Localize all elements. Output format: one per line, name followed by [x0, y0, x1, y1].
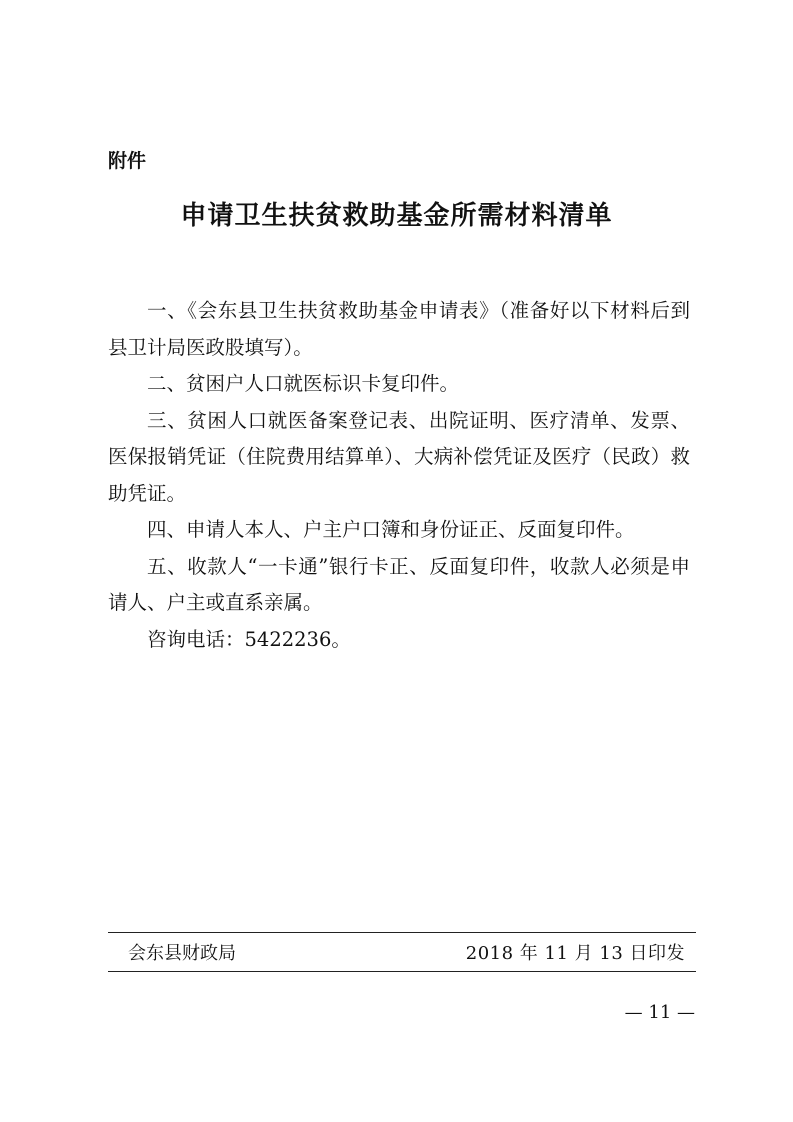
list-item: 四、申请人本人、户主户口簿和身份证正、反面复印件。	[147, 518, 635, 541]
contact-phone: 咨询电话：5422236。	[147, 627, 351, 651]
footer-bottom-rule	[108, 971, 696, 972]
footer-top-rule	[108, 932, 696, 933]
list-item: 五、收款人“一卡通”银行卡正、反面复印件，收款人必须是申请人、户主或直系亲属。	[108, 554, 690, 614]
materials-list	[108, 293, 690, 658]
issue-date: 2018 年 11 月 13 日印发	[465, 943, 685, 964]
list-item: 一、《会东县卫生扶贫救助基金申请表》（准备好以下材料后到县卫计局医政股填写）。	[108, 299, 690, 359]
list-item: 二、贫困户人口就医标识卡复印件。	[147, 372, 460, 395]
document-title: 申请卫生扶贫救助基金所需材料清单	[180, 201, 613, 231]
page-number: — 11 —	[624, 1002, 695, 1023]
attachment-label: 附件	[108, 150, 147, 172]
issuer-name: 会东县财政局	[128, 943, 236, 964]
list-item: 三、贫困人口就医备案登记表、出院证明、医疗清单、发票、医保报销凭证（住院费用结算单）、大病补偿凭证及医疗（民政）救助凭证。	[108, 408, 690, 505]
